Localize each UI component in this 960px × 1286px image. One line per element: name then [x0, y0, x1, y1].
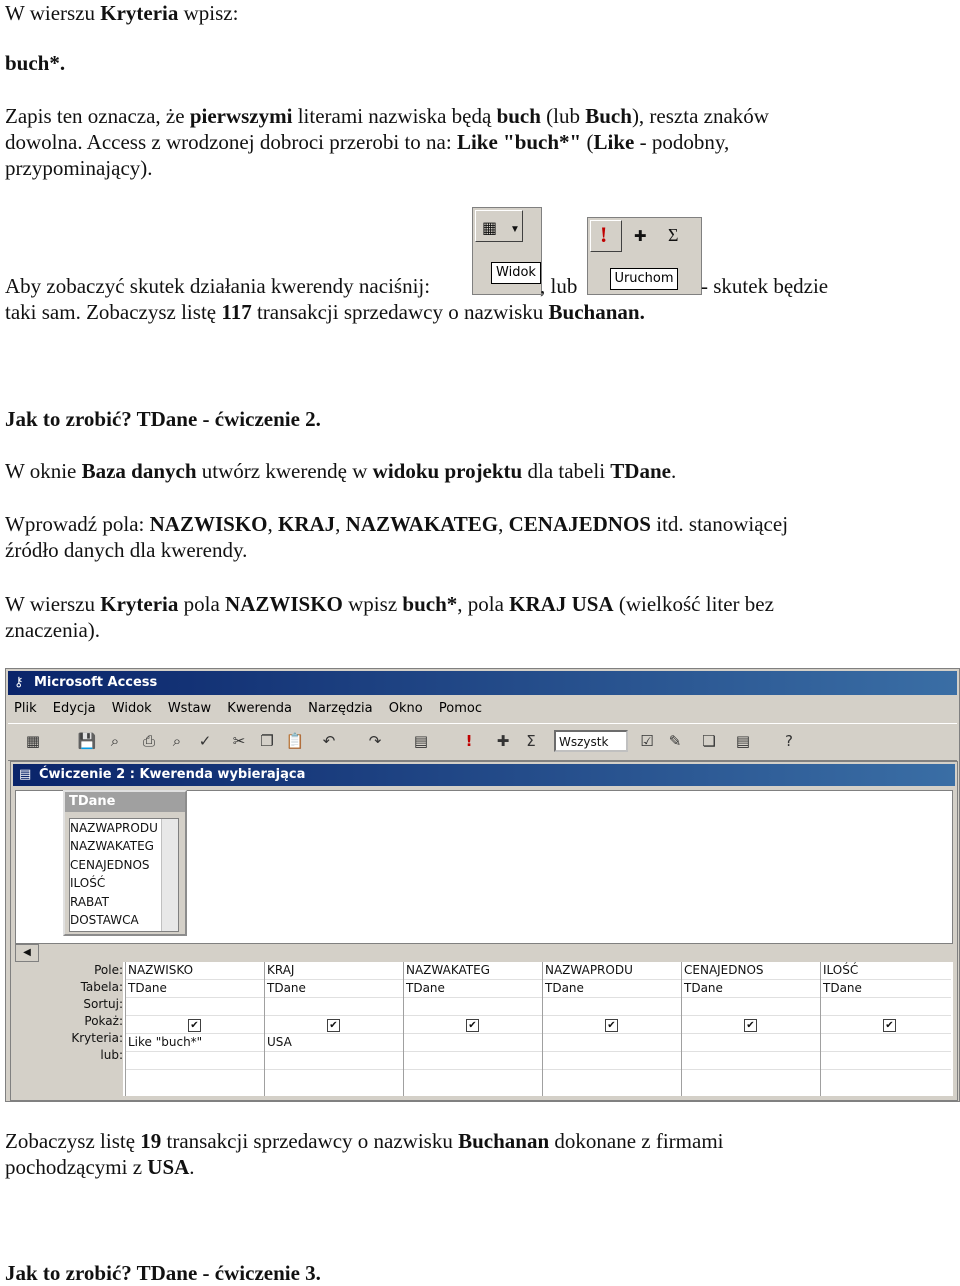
uruchom-snippet — [587, 217, 702, 295]
access-key-icon: ⚷ — [14, 675, 24, 690]
menu-narzedzia[interactable]: Narzędzia — [308, 701, 373, 716]
paste-icon[interactable]: 📋 — [285, 732, 305, 750]
field-item[interactable]: DOSTAWCA — [70, 913, 139, 928]
para-step-2: Wprowadź pola: NAZWISKO, KRAJ, NAZWAKATEG, CENAJEDNOS itd. stanowiącej — [5, 512, 789, 536]
cell-sortuj[interactable] — [404, 998, 542, 1016]
cell-tabela[interactable]: TDane — [126, 980, 264, 998]
cell-pole[interactable]: KRAJ — [265, 962, 403, 980]
cell-pokaz[interactable] — [821, 1016, 951, 1034]
grid-column[interactable] — [403, 962, 542, 1096]
cell-lub[interactable] — [404, 1052, 542, 1070]
cell-kryteria[interactable] — [404, 1034, 542, 1052]
menu-edycja[interactable]: Edycja — [52, 701, 96, 716]
cut-icon[interactable]: ✂ — [232, 732, 246, 750]
query-type-icon[interactable]: ▤ — [413, 732, 429, 750]
cell-pole[interactable]: NAZWISKO — [126, 962, 264, 980]
para-result: taki sam. Zobaczysz listę 117 transakcji sprzedawcy o nazwisku Buchanan. — [5, 300, 645, 324]
menu-okno[interactable]: Okno — [388, 701, 423, 716]
menu-kwerenda[interactable]: Kwerenda — [227, 701, 292, 716]
heading-exercise-3: Jak to zrobić? TDane - ćwiczenie 3. — [5, 1261, 321, 1285]
para-explain-2: dowolna. Access z wrodzonej dobroci przerobi to na: Like "buch*" (Like - podobny, — [5, 130, 730, 154]
cell-pokaz[interactable] — [543, 1016, 681, 1034]
cell-tabela[interactable]: TDane — [543, 980, 681, 998]
grid-column[interactable] — [264, 962, 403, 1096]
grid-column[interactable] — [681, 962, 820, 1096]
para-instruction: W wierszu Kryteria wpisz: — [5, 1, 239, 25]
cell-pokaz[interactable] — [265, 1016, 403, 1034]
menu-widok[interactable]: Widok — [111, 701, 152, 716]
menu-plik[interactable]: Plik — [14, 701, 37, 716]
field-list — [69, 818, 179, 932]
new-object-icon[interactable]: ▤ — [735, 732, 751, 750]
para-result-2: Zobaczysz listę 19 transakcji sprzedawcy o nazwisku Buchanan dokonane z firmami — [5, 1129, 724, 1153]
chevron-down-icon: ▼ — [510, 224, 520, 235]
cell-tabela[interactable]: TDane — [404, 980, 542, 998]
grid-column[interactable] — [542, 962, 681, 1096]
run-icon[interactable]: ! — [465, 732, 473, 750]
cell-pokaz[interactable] — [126, 1016, 264, 1034]
cell-lub[interactable] — [265, 1052, 403, 1070]
show-table-icon[interactable]: ✚ — [496, 732, 510, 750]
save-icon[interactable]: 💾 — [77, 732, 97, 750]
field-item[interactable]: NAZWAPRODU — [70, 821, 158, 835]
label-pole: Pole: — [94, 963, 123, 977]
database-window-icon[interactable]: ❏ — [702, 732, 716, 750]
top-values-combo[interactable]: Wszystk — [554, 730, 628, 752]
datasheet-icon: ▦ — [482, 220, 498, 237]
access-titlebar — [8, 671, 957, 695]
grid-column[interactable] — [125, 962, 264, 1096]
toolbar — [8, 723, 957, 761]
para-explain-1: Zapis ten oznacza, że pierwszymi literami nazwiska będą buch (lub Buch), reszta znaków — [5, 104, 769, 128]
cell-tabela[interactable]: TDane — [265, 980, 403, 998]
heading-exercise-2: Jak to zrobić? TDane - ćwiczenie 2. — [5, 407, 321, 431]
cell-lub[interactable] — [126, 1052, 264, 1070]
query-window — [10, 761, 958, 1101]
query-icon: ▤ — [19, 767, 32, 782]
uruchom-caption: Uruchom — [610, 268, 678, 290]
cell-sortuj[interactable] — [265, 998, 403, 1016]
field-list-scrollbar[interactable] — [161, 819, 178, 931]
copy-icon[interactable]: ❐ — [260, 732, 274, 750]
field-item[interactable]: CENAJEDNOS — [70, 857, 150, 872]
cell-kryteria[interactable]: Like "buch*" — [126, 1034, 264, 1052]
row-labels — [15, 962, 123, 1096]
run-button[interactable] — [590, 220, 622, 252]
cell-tabela[interactable]: TDane — [682, 980, 820, 998]
spelling-icon[interactable]: ✓ — [198, 732, 212, 750]
menu-pomoc[interactable]: Pomoc — [438, 701, 482, 716]
label-lub: lub: — [100, 1048, 123, 1062]
exclamation-icon: ! — [600, 222, 608, 247]
show-table-icon: ✚ — [634, 229, 647, 245]
cell-sortuj[interactable] — [543, 998, 681, 1016]
properties-icon[interactable]: ☑ — [640, 732, 654, 750]
checkbox-icon[interactable]: ✔ — [605, 1019, 618, 1032]
cell-kryteria[interactable]: USA — [265, 1034, 403, 1052]
search-icon[interactable]: ⌕ — [110, 732, 120, 750]
cell-tabela[interactable]: TDane — [821, 980, 951, 998]
para-run-2: , lub — [540, 274, 578, 298]
view-icon[interactable]: ▦ — [25, 732, 41, 750]
view-dropdown-button[interactable] — [475, 210, 523, 242]
cell-pokaz[interactable] — [682, 1016, 820, 1034]
field-item[interactable]: ILOŚĆ — [70, 876, 106, 891]
checkbox-icon[interactable]: ✔ — [188, 1019, 201, 1032]
para-step-3b: znaczenia). — [5, 618, 101, 642]
cell-sortuj[interactable] — [126, 998, 264, 1016]
cell-sortuj[interactable] — [821, 998, 951, 1016]
label-kryteria: Kryteria: — [71, 1031, 123, 1045]
cell-pole[interactable]: NAZWAKATEG — [404, 962, 542, 980]
cell-pole[interactable]: NAZWAPRODU — [543, 962, 681, 980]
field-item[interactable]: RABAT — [70, 894, 109, 909]
cell-kryteria[interactable] — [682, 1034, 820, 1052]
label-pokaz: Pokaż: — [84, 1014, 123, 1028]
sigma-icon: Σ — [668, 225, 679, 245]
scroll-left-button[interactable]: ◀ — [15, 944, 39, 962]
checkbox-icon[interactable]: ✔ — [466, 1019, 479, 1032]
grid-column[interactable] — [820, 962, 951, 1096]
print-icon[interactable]: ⎙ — [142, 732, 155, 750]
design-grid — [15, 962, 953, 1096]
access-title: Microsoft Access — [34, 675, 158, 690]
para-run-1: Aby zobaczyć skutek działania kwerendy naciśnij: — [5, 274, 431, 298]
redo-icon[interactable]: ↷ — [368, 732, 382, 750]
menu-bar — [8, 697, 957, 721]
para-step-2b: źródło danych dla kwerendy. — [5, 538, 248, 562]
access-window — [5, 668, 960, 1102]
cell-sortuj[interactable] — [682, 998, 820, 1016]
menu-wstaw[interactable]: Wstaw — [167, 701, 212, 716]
cell-lub[interactable] — [543, 1052, 681, 1070]
cell-kryteria[interactable] — [821, 1034, 951, 1052]
build-icon[interactable]: ✎ — [668, 732, 682, 750]
cell-pokaz[interactable] — [404, 1016, 542, 1034]
undo-icon[interactable]: ↶ — [322, 732, 336, 750]
label-tabela: Tabela: — [80, 980, 123, 994]
table-title: TDane — [65, 792, 185, 812]
cell-lub[interactable] — [682, 1052, 820, 1070]
cell-pole[interactable]: ILOŚĆ — [821, 962, 951, 980]
para-result-2b: pochodzącymi z USA. — [5, 1155, 195, 1179]
para-step-1: W oknie Baza danych utwórz kwerendę w widoku projektu dla tabeli TDane. — [5, 459, 677, 483]
preview-icon[interactable]: ⌕ — [172, 732, 182, 750]
para-buch: buch*. — [5, 51, 66, 75]
help-icon[interactable]: ? — [785, 732, 793, 750]
cell-kryteria[interactable] — [543, 1034, 681, 1052]
para-explain-3: przypominający). — [5, 156, 153, 180]
para-step-3: W wierszu Kryteria pola NAZWISKO wpisz buch*, pola KRAJ USA (wielkość liter bez — [5, 592, 774, 616]
para-run-3: - skutek będzie — [701, 274, 829, 298]
label-sortuj: Sortuj: — [83, 997, 123, 1011]
checkbox-icon[interactable]: ✔ — [883, 1019, 896, 1032]
totals-icon[interactable]: Σ — [526, 732, 536, 750]
query-title: Ćwiczenie 2 : Kwerenda wybierająca — [39, 767, 306, 782]
cell-lub[interactable] — [821, 1052, 951, 1070]
table-tdane[interactable] — [63, 790, 187, 936]
query-titlebar — [13, 764, 955, 786]
checkbox-icon[interactable]: ✔ — [744, 1019, 757, 1032]
checkbox-icon[interactable]: ✔ — [327, 1019, 340, 1032]
cell-pole[interactable]: CENAJEDNOS — [682, 962, 820, 980]
field-item[interactable]: NAZWAKATEG — [70, 839, 154, 854]
widok-caption: Widok — [491, 262, 541, 284]
widok-snippet — [472, 207, 542, 295]
